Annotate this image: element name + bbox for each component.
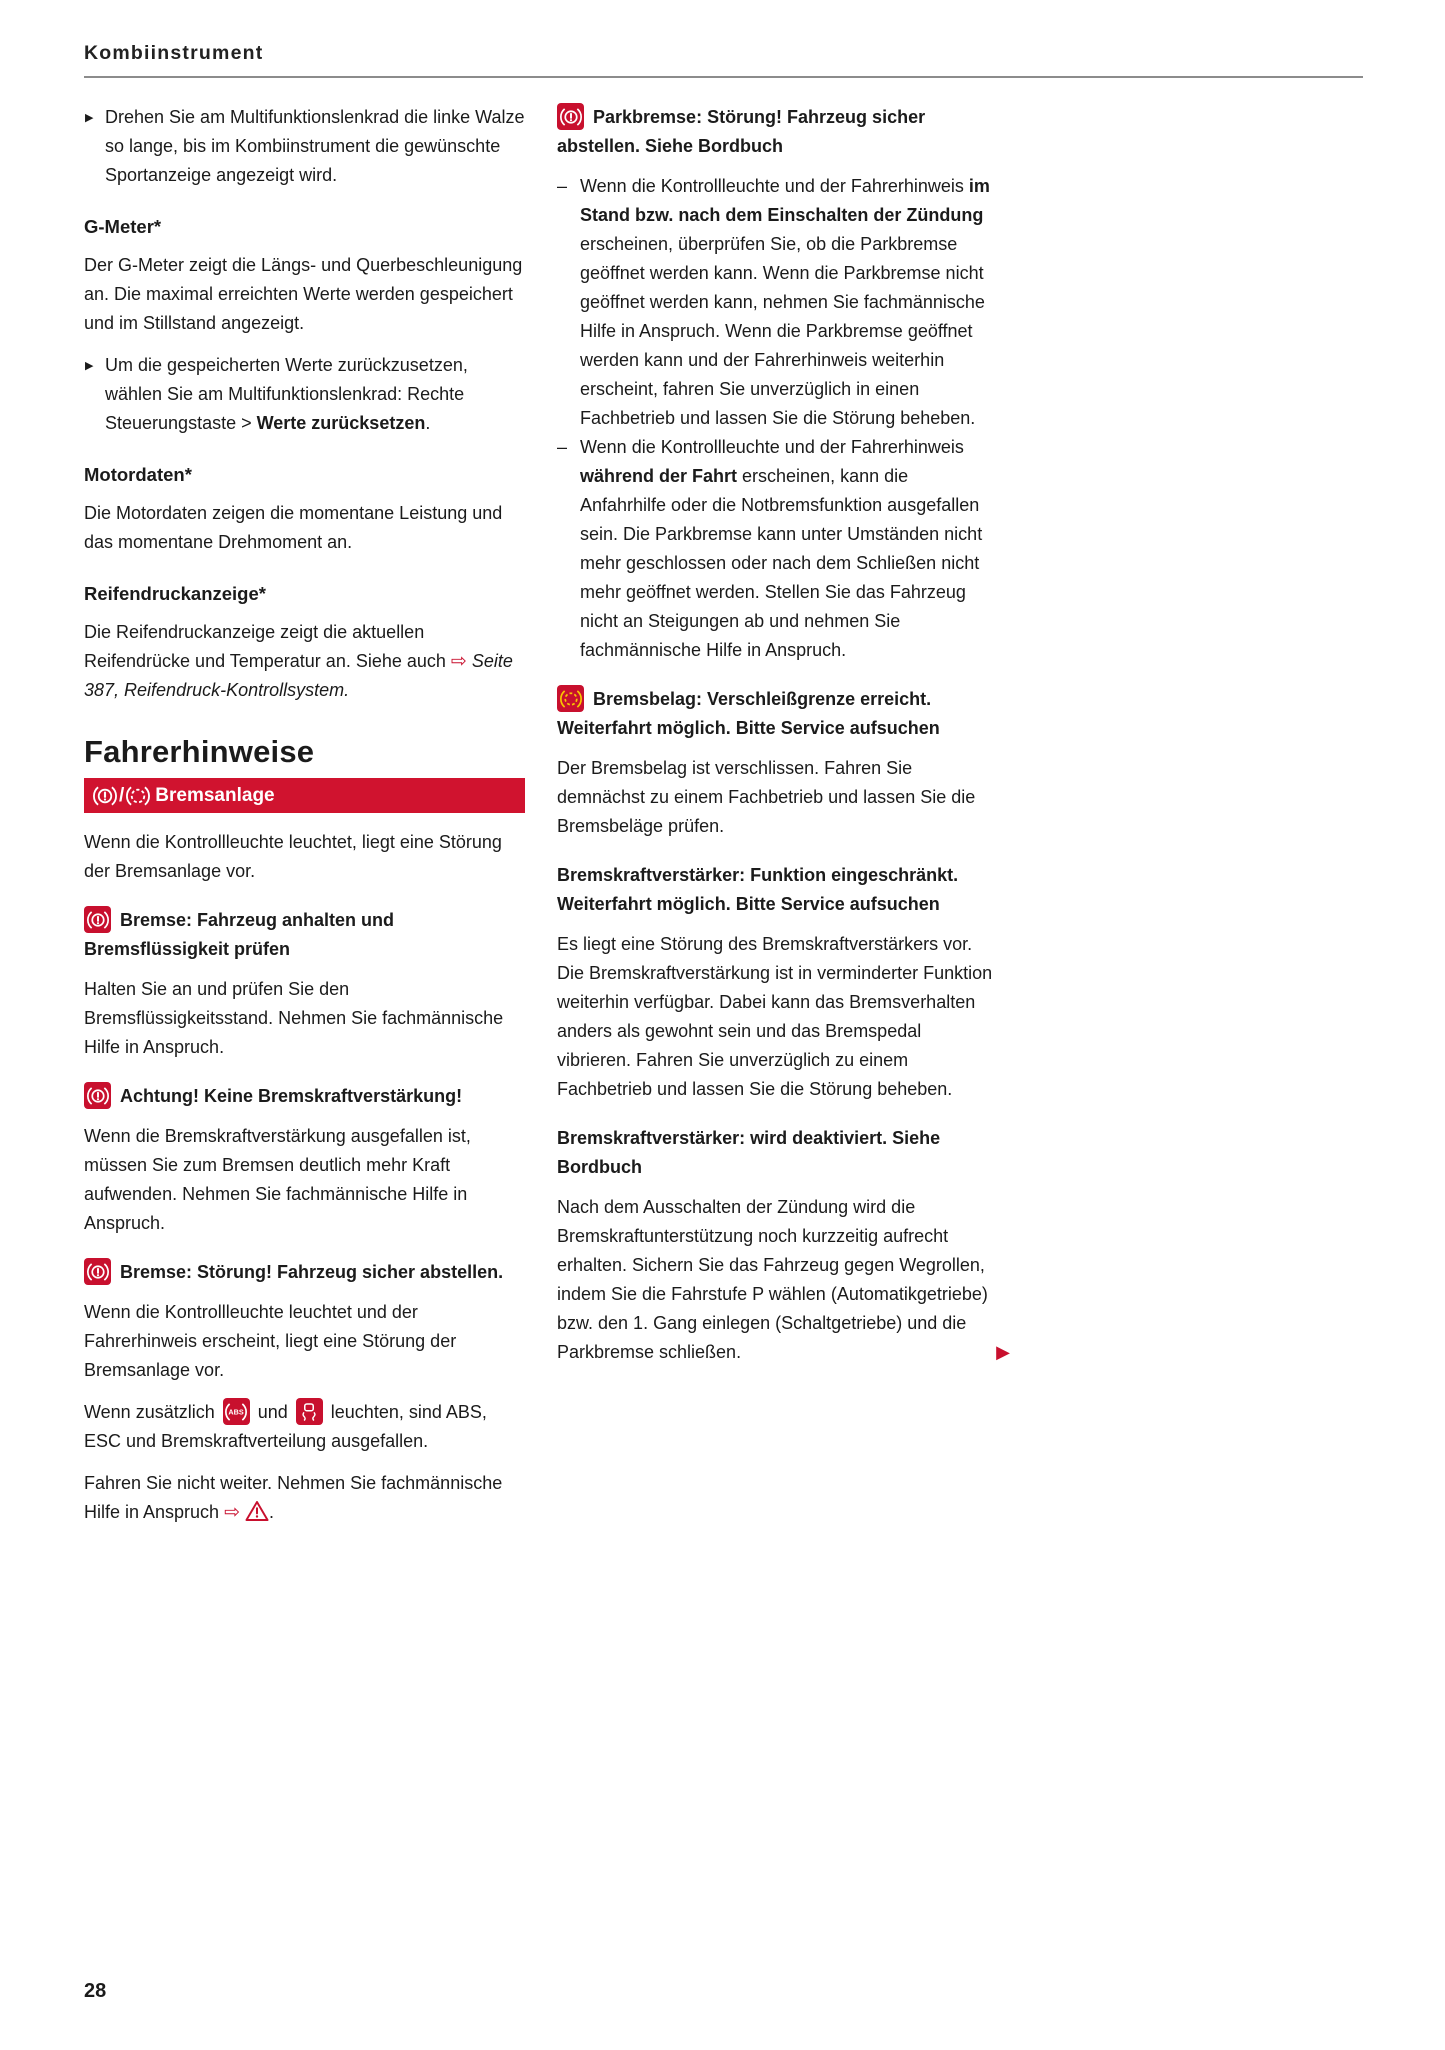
nav-arrow-row	[569, 1338, 1010, 1367]
text-segment: Der G-Meter zeigt die Längs- und Querbeschleunigung an. Die maximal erreichten Werte werden gespeichert und im Stillstand angezeigt.	[84, 255, 523, 333]
svg-text:ABS: ABS	[228, 1407, 244, 1417]
text-segment: Reifendruckanzeige*	[84, 583, 266, 604]
text-segment: Drehen Sie am Multifunktionslenkrad die linke Walze so lange, bis im Kombiinstrument die gewünschte Sportanzeige angezeigt wird.	[105, 107, 525, 185]
text-segment: Es liegt eine Störung des Bremskraftverstärkers vor. Die Bremskraftverstärkung ist in verminderter Funktion weiterhin verfügbar. Dabei kann das Bremsverhalten anders als gewohnt sein und das Bremspedal vibrieren. Fahren Sie unverzüglich zu einem Fachbetrieb und lassen Sie die Störung beheben.	[557, 934, 993, 1099]
message-heading	[557, 685, 998, 743]
message-heading	[84, 1082, 525, 1111]
esc-icon	[296, 1398, 323, 1425]
text-segment: Die Motordaten zeigen die momentane Leistung und das momentane Drehmoment an.	[84, 503, 503, 552]
reference-arrow-icon: ⇨	[224, 1502, 240, 1523]
paragraph	[84, 1298, 525, 1385]
text-segment: Seite 387, Reifendruck-Kontrollsystem.	[84, 651, 513, 700]
subheading	[84, 579, 525, 608]
bullet-marker: ▶	[85, 360, 94, 372]
message-heading	[557, 103, 998, 161]
text-segment: Um die gespeicherten Werte zurückzusetzen, wählen Sie am Multifunktionslenkrad: Rechte Steuerungstaste >	[105, 355, 468, 433]
dash-marker: –	[557, 437, 568, 457]
text-segment: G-Meter*	[84, 216, 162, 237]
abs-icon	[223, 1398, 250, 1425]
subheading	[84, 212, 525, 241]
paragraph	[557, 754, 998, 841]
paragraph	[84, 618, 525, 705]
paragraph	[84, 1469, 525, 1527]
text-segment: Wenn zusätzlich	[84, 1402, 220, 1422]
section-banner	[84, 778, 525, 813]
section-heading	[84, 734, 525, 769]
text-segment: Werte zurücksetzen	[256, 413, 426, 433]
text-segment: Motordaten*	[84, 464, 192, 485]
text-segment: Fahrerhinweise	[84, 734, 315, 769]
message-heading	[557, 1124, 998, 1182]
right-column	[557, 103, 1010, 1367]
text-segment: Der Bremsbelag ist verschlissen. Fahren Sie demnächst zu einem Fachbetrieb und lassen Sie die Bremsbeläge prüfen.	[557, 758, 976, 836]
bullet-marker: ▶	[85, 112, 94, 124]
banner-label: Bremsanlage	[155, 785, 275, 806]
brake-wear-icon	[126, 784, 150, 808]
paragraph	[557, 930, 998, 1104]
text-segment: während der Fahrt	[580, 466, 738, 486]
paragraph	[84, 975, 525, 1062]
text-segment: Bremskraftverstärker: Funktion eingeschränkt. Weiterfahrt möglich. Bitte Service aufsuchen	[557, 865, 959, 914]
text-segment: erscheinen, überprüfen Sie, ob die Parkbremse geöffnet werden kann. Wenn die Parkbremse nicht geöffnet werden kann, nehmen Sie fachmännische Hilfe in Anspruch. Wenn die Parkbremse geöffnet werden kann und der Fahrerhinweis weiterhin erscheint, fahren Sie unverzüglich in einen Fachbetrieb und lassen Sie die Störung beheben.	[580, 234, 985, 428]
dash-item	[557, 172, 998, 433]
text-segment: Fahren Sie nicht weiter. Nehmen Sie fachmännische Hilfe in Anspruch	[84, 1473, 503, 1522]
dash-item	[557, 433, 998, 665]
text-segment: erscheinen, kann die Anfahrhilfe oder die Notbremsfunktion ausgefallen sein. Die Parkbremse kann unter Umständen nicht mehr geschlossen oder nach dem Schließen nicht mehr geöffnet werden. Stellen Sie das Fahrzeug nicht an Steigungen ab und nehmen Sie fachmännische Hilfe in Anspruch.	[580, 466, 983, 660]
text-segment: Wenn die Kontrollleuchte leuchtet, liegt eine Störung der Bremsanlage vor.	[84, 832, 502, 881]
text-segment: Bremse: Fahrzeug anhalten und Bremsflüssigkeit prüfen	[84, 910, 395, 959]
text-segment: im Stand bzw. nach dem Einschalten der Zündung	[580, 176, 990, 225]
text-segment: Parkbremse: Störung! Fahrzeug sicher abstellen. Siehe Bordbuch	[557, 107, 926, 156]
text-segment: leuchten, sind ABS, ESC und Bremskraftverteilung ausgefallen.	[84, 1402, 487, 1451]
subheading	[84, 460, 525, 489]
bullet-item	[84, 103, 525, 190]
brake-warning-icon	[557, 103, 584, 130]
paragraph	[84, 251, 525, 338]
text-segment: Halten Sie an und prüfen Sie den Bremsflüssigkeitsstand. Nehmen Sie fachmännische Hilfe in Anspruch.	[84, 979, 504, 1057]
text-segment: Bremsbelag: Verschleißgrenze erreicht. Weiterfahrt möglich. Bitte Service aufsuchen	[557, 689, 940, 738]
brake-warning-icon	[84, 906, 111, 933]
next-page-arrow-icon: ▶	[996, 1342, 1010, 1362]
brake-warning-icon	[93, 784, 117, 808]
message-heading	[84, 1258, 525, 1287]
text-segment: Achtung! Keine Bremskraftverstärkung!	[120, 1086, 463, 1106]
text-segment: Wenn die Kontrollleuchte und der Fahrerhinweis	[580, 176, 969, 196]
text-segment: Wenn die Bremskraftverstärkung ausgefallen ist, müssen Sie zum Bremsen deutlich mehr Kraft aufwenden. Nehmen Sie fachmännische Hilfe in Anspruch.	[84, 1126, 471, 1233]
brake-warning-icon	[84, 1082, 111, 1109]
paragraph	[84, 1122, 525, 1238]
text-segment: Wenn die Kontrollleuchte leuchtet und der Fahrerhinweis erscheint, liegt eine Störung der Bremsanlage vor.	[84, 1302, 457, 1380]
message-heading	[557, 861, 998, 919]
paragraph	[84, 828, 525, 886]
text-segment: Bremskraftverstärker: wird deaktiviert. Siehe Bordbuch	[557, 1128, 941, 1177]
text-segment: und	[252, 1402, 293, 1422]
reference-arrow-icon: ⇨	[450, 651, 467, 672]
page-number: 28	[84, 1980, 107, 2002]
text-segment: Nach dem Ausschalten der Zündung wird die Bremskraftunterstützung noch kurzzeitig aufrecht erhalten. Sichern Sie das Fahrzeug gegen Wegrollen, indem Sie die Fahrstufe P wählen (Automatikgetriebe) bzw. den 1. Gang einlegen (Schaltgetriebe) und die Parkbremse schließen.	[557, 1197, 988, 1362]
message-heading	[84, 906, 525, 964]
bullet-item	[84, 351, 525, 438]
paragraph	[84, 1398, 525, 1456]
text-segment: Bremse: Störung! Fahrzeug sicher abstellen.	[120, 1262, 504, 1282]
text-segment: .	[425, 413, 431, 433]
paragraph	[84, 499, 525, 557]
left-column	[84, 103, 525, 1540]
text-segment: Die Reifendruckanzeige zeigt die aktuellen Reifendrücke und Temperatur an. Siehe auch	[84, 622, 451, 671]
text-segment: .	[269, 1502, 275, 1522]
page-heading: Kombiinstrument	[84, 42, 264, 64]
header-rule	[84, 76, 1363, 78]
text-segment: Wenn die Kontrollleuchte und der Fahrerhinweis	[580, 437, 964, 457]
brake-wear-icon	[557, 685, 584, 712]
warning-triangle-icon	[245, 1500, 269, 1522]
slash-separator: /	[119, 785, 125, 806]
dash-marker: –	[557, 176, 568, 196]
brake-warning-icon	[84, 1258, 111, 1285]
